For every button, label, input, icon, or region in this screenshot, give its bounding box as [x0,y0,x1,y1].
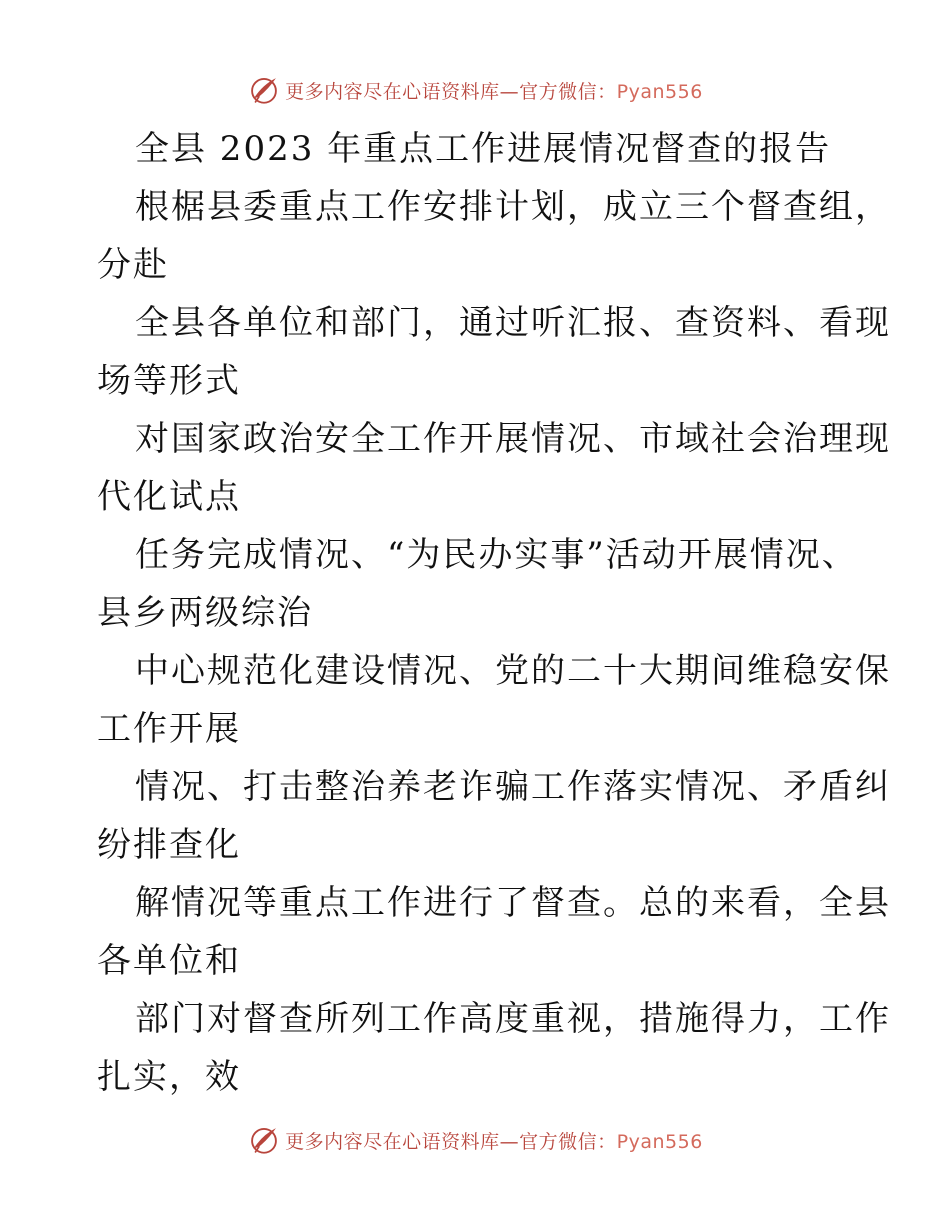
footer-watermark-banner [0,1120,950,1160]
paragraph-line: 任务完成情况、“为民办实事”活动开展情况、 [135,535,858,575]
paragraph-line: 全县各单位和部门，通过听汇报、查资料、看现 [135,303,891,343]
header-watermark-banner [0,70,950,110]
paragraph-line: 代化试点 [97,477,241,517]
paragraph-line: 分赴 [97,245,169,285]
paragraph-line: 情况、打击整治养老诈骗工作落实情况、矛盾纠 [135,767,891,807]
paragraph-line: 县乡两级综治 [97,593,313,633]
paragraph-line: 部门对督查所列工作高度重视，措施得力，工作 [135,999,891,1039]
quill-pen-logo-icon [247,73,281,107]
paragraph-line: 根椐县委重点工作安排计划，成立三个督查组， [135,187,891,227]
paragraph-line: 扎实，效 [97,1057,241,1097]
banner-text: 更多内容尽在心语资料库—官方微信： [285,80,617,103]
quill-pen-logo-icon [247,1123,281,1157]
document-title: 全县 2023 年重点工作进展情况督查的报告 [135,129,832,169]
paragraph-line: 场等形式 [97,361,241,401]
paragraph-line: 中心规范化建设情况、党的二十大期间维稳安保 [135,651,891,691]
paragraph-line: 工作开展 [97,709,241,749]
banner-wechat-id: Pyan556 [616,1130,703,1153]
document-body [97,120,891,1106]
paragraph-line: 解情况等重点工作进行了督查。总的来看，全县 [135,883,891,923]
paragraph-line: 纷排查化 [97,825,241,865]
paragraph-line: 对国家政治安全工作开展情况、市域社会治理现 [135,419,891,459]
paragraph-line: 各单位和 [97,941,241,981]
banner-text: 更多内容尽在心语资料库—官方微信： [285,1130,617,1153]
banner-wechat-id: Pyan556 [616,80,703,103]
